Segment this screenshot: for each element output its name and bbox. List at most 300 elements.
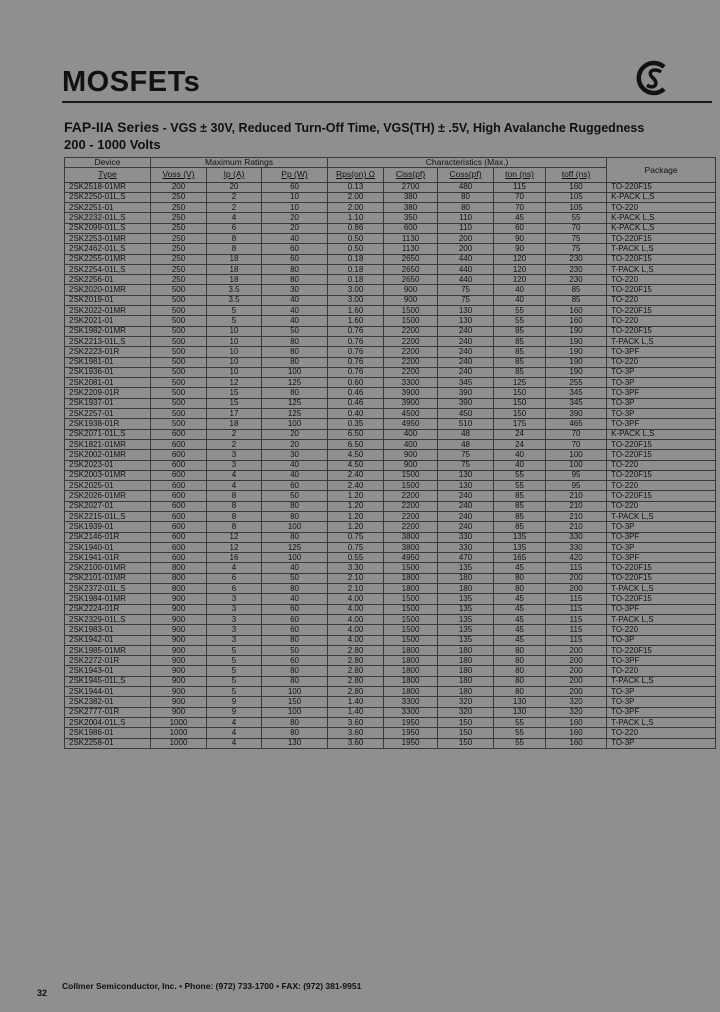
toff-value: 95 [546, 481, 607, 491]
rds-on-value: 2.80 [328, 656, 384, 666]
ciss-value: 3900 [384, 388, 438, 398]
ciss-value: 1500 [384, 316, 438, 326]
vdss-value: 900 [151, 645, 207, 655]
pd-value: 40 [262, 460, 328, 470]
coss-value: 110 [438, 213, 494, 223]
table-row [65, 398, 716, 408]
toff-value: 115 [546, 563, 607, 573]
ton-value: 24 [494, 429, 546, 439]
rds-on-value: 3.60 [328, 728, 384, 738]
coss-value: 150 [438, 717, 494, 727]
ciss-value: 4950 [384, 419, 438, 429]
device-type: 2SK2209-01R [65, 388, 151, 398]
device-type: 2SK2251-01 [65, 203, 151, 213]
table-row [65, 182, 716, 192]
ton-value: 80 [494, 645, 546, 655]
ciss-value: 1950 [384, 717, 438, 727]
toff-value: 100 [546, 450, 607, 460]
toff-value: 115 [546, 614, 607, 624]
ton-value: 40 [494, 460, 546, 470]
toff-value: 55 [546, 213, 607, 223]
package-value: T-PACK L,S [607, 614, 716, 624]
table-row [65, 717, 716, 727]
id-value: 15 [207, 398, 262, 408]
package-value: TO-220F15 [607, 491, 716, 501]
ciss-value: 900 [384, 450, 438, 460]
ciss-value: 2650 [384, 264, 438, 274]
table-row [65, 481, 716, 491]
ciss-value: 1950 [384, 738, 438, 748]
pd-value: 10 [262, 192, 328, 202]
rds-on-value: 2.80 [328, 666, 384, 676]
ton-value: 55 [494, 470, 546, 480]
toff-value: 85 [546, 285, 607, 295]
toff-value: 200 [546, 687, 607, 697]
device-type: 2SK2002-01MR [65, 450, 151, 460]
coss-value: 48 [438, 439, 494, 449]
toff-value: 230 [546, 264, 607, 274]
table-row [65, 676, 716, 686]
table-row [65, 233, 716, 243]
table-row [65, 316, 716, 326]
vdss-value: 200 [151, 182, 207, 192]
voltage-range: 200 - 1000 Volts [64, 137, 161, 152]
package-value: TO-220F15 [607, 594, 716, 604]
package-value: TO-220 [607, 481, 716, 491]
ciss-value: 1500 [384, 470, 438, 480]
pd-value: 50 [262, 491, 328, 501]
coss-value: 180 [438, 573, 494, 583]
device-type: 2SK2258-01 [65, 738, 151, 748]
device-group-header: Device [65, 158, 151, 168]
toff-value: 105 [546, 192, 607, 202]
package-value: TO-220F15 [607, 439, 716, 449]
ciss-value: 2200 [384, 501, 438, 511]
ciss-value: 2200 [384, 336, 438, 346]
ton-value: 24 [494, 439, 546, 449]
ton-value: 85 [494, 512, 546, 522]
vdss-value: 250 [151, 203, 207, 213]
toff-value: 105 [546, 203, 607, 213]
ton-value: 70 [494, 192, 546, 202]
rds-on-value: 3.60 [328, 738, 384, 748]
device-type: 2SK2255-01MR [65, 254, 151, 264]
ciss-value: 3800 [384, 542, 438, 552]
package-value: TO-220F15 [607, 233, 716, 243]
vdss-value: 500 [151, 347, 207, 357]
coss-value: 180 [438, 676, 494, 686]
column-header: Pp (W) [262, 167, 328, 182]
toff-value: 210 [546, 512, 607, 522]
mosfet-spec-table [64, 157, 716, 749]
ton-value: 130 [494, 707, 546, 717]
table-row [65, 254, 716, 264]
coss-value: 180 [438, 666, 494, 676]
coss-value: 135 [438, 614, 494, 624]
id-value: 5 [207, 645, 262, 655]
table-row [65, 347, 716, 357]
rds-on-value: 4.00 [328, 635, 384, 645]
pd-value: 20 [262, 439, 328, 449]
package-value: TO-220F15 [607, 306, 716, 316]
pd-value: 40 [262, 563, 328, 573]
vdss-value: 900 [151, 614, 207, 624]
package-value: TO-220 [607, 666, 716, 676]
pd-value: 100 [262, 707, 328, 717]
rds-on-value: 6.50 [328, 429, 384, 439]
table-row [65, 707, 716, 717]
toff-value: 70 [546, 439, 607, 449]
device-type: 2SK2027-01 [65, 501, 151, 511]
package-value: TO-3PF [607, 532, 716, 542]
id-value: 4 [207, 738, 262, 748]
vdss-value: 250 [151, 244, 207, 254]
rds-on-value: 1.20 [328, 491, 384, 501]
ton-value: 165 [494, 553, 546, 563]
coss-value: 440 [438, 254, 494, 264]
package-value: K-PACK L,S [607, 213, 716, 223]
package-value: TO-220F15 [607, 645, 716, 655]
id-value: 6 [207, 584, 262, 594]
coss-value: 440 [438, 264, 494, 274]
ton-value: 80 [494, 676, 546, 686]
id-value: 3 [207, 604, 262, 614]
pd-value: 60 [262, 604, 328, 614]
column-header: Coss(pf) [438, 167, 494, 182]
page-number: 32 [37, 988, 48, 998]
package-value: T-PACK L,S [607, 676, 716, 686]
id-value: 17 [207, 409, 262, 419]
toff-value: 75 [546, 244, 607, 254]
vdss-value: 250 [151, 264, 207, 274]
ciss-value: 3300 [384, 697, 438, 707]
package-value: TO-3PF [607, 347, 716, 357]
id-value: 3 [207, 635, 262, 645]
vdss-value: 900 [151, 625, 207, 635]
rds-on-value: 2.40 [328, 481, 384, 491]
ciss-value: 1500 [384, 563, 438, 573]
vdss-value: 500 [151, 388, 207, 398]
device-type: 2SK1941-01R [65, 553, 151, 563]
coss-value: 330 [438, 542, 494, 552]
table-row [65, 738, 716, 748]
rds-on-value: 0.75 [328, 532, 384, 542]
ciss-value: 1500 [384, 614, 438, 624]
toff-value: 255 [546, 378, 607, 388]
rds-on-value: 1.20 [328, 501, 384, 511]
pd-value: 80 [262, 501, 328, 511]
toff-value: 200 [546, 656, 607, 666]
id-value: 18 [207, 254, 262, 264]
rds-on-value: 0.76 [328, 357, 384, 367]
device-type: 2SK2232-01L,S [65, 213, 151, 223]
ton-value: 45 [494, 604, 546, 614]
rds-on-value: 4.00 [328, 614, 384, 624]
toff-value: 160 [546, 182, 607, 192]
toff-value: 420 [546, 553, 607, 563]
vdss-value: 250 [151, 192, 207, 202]
coss-value: 130 [438, 481, 494, 491]
coss-value: 180 [438, 645, 494, 655]
coss-value: 75 [438, 450, 494, 460]
package-value: TO-220 [607, 203, 716, 213]
ton-value: 45 [494, 614, 546, 624]
coss-value: 450 [438, 409, 494, 419]
device-type: 2SK2372-01L,S [65, 584, 151, 594]
package-value: K-PACK L,S [607, 429, 716, 439]
rds-on-value: 0.13 [328, 182, 384, 192]
company-logo-icon [634, 58, 674, 98]
rds-on-value: 2.00 [328, 192, 384, 202]
coss-value: 345 [438, 378, 494, 388]
toff-value: 115 [546, 594, 607, 604]
package-value: TO-3P [607, 542, 716, 552]
package-value: K-PACK L,S [607, 223, 716, 233]
device-type: 2SK2250-01L,S [65, 192, 151, 202]
coss-value: 470 [438, 553, 494, 563]
toff-value: 320 [546, 707, 607, 717]
id-value: 3 [207, 594, 262, 604]
device-type: 2SK2224-01R [65, 604, 151, 614]
pd-value: 60 [262, 481, 328, 491]
device-type: 2SK2099-01L,S [65, 223, 151, 233]
package-value: TO-220 [607, 501, 716, 511]
coss-value: 135 [438, 635, 494, 645]
ton-value: 55 [494, 306, 546, 316]
id-value: 4 [207, 728, 262, 738]
vdss-value: 600 [151, 553, 207, 563]
coss-value: 75 [438, 295, 494, 305]
table-row [65, 491, 716, 501]
table-row [65, 264, 716, 274]
rds-on-value: 2.10 [328, 573, 384, 583]
package-value: TO-220F15 [607, 563, 716, 573]
id-value: 20 [207, 182, 262, 192]
ciss-value: 3800 [384, 532, 438, 542]
ton-value: 150 [494, 409, 546, 419]
ton-value: 150 [494, 398, 546, 408]
id-value: 4 [207, 563, 262, 573]
toff-value: 230 [546, 254, 607, 264]
vdss-value: 900 [151, 635, 207, 645]
vdss-value: 500 [151, 357, 207, 367]
id-value: 3 [207, 625, 262, 635]
ton-value: 45 [494, 625, 546, 635]
pd-value: 80 [262, 264, 328, 274]
vdss-value: 250 [151, 213, 207, 223]
pd-value: 60 [262, 254, 328, 264]
vdss-value: 1000 [151, 717, 207, 727]
rds-on-value: 0.76 [328, 336, 384, 346]
package-value: TO-3P [607, 367, 716, 377]
ton-value: 85 [494, 522, 546, 532]
package-value: T-PACK L,S [607, 717, 716, 727]
table-row [65, 429, 716, 439]
device-type: 2SK2023-01 [65, 460, 151, 470]
package-value: TO-3PF [607, 419, 716, 429]
coss-value: 135 [438, 594, 494, 604]
vdss-value: 1000 [151, 738, 207, 748]
device-type: 2SK1942-01 [65, 635, 151, 645]
toff-value: 70 [546, 223, 607, 233]
id-value: 18 [207, 275, 262, 285]
pd-value: 20 [262, 429, 328, 439]
coss-value: 75 [438, 460, 494, 470]
column-header: Rps(on) Ω [328, 167, 384, 182]
toff-value: 85 [546, 295, 607, 305]
table-row [65, 687, 716, 697]
coss-value: 320 [438, 697, 494, 707]
rds-on-value: 2.00 [328, 203, 384, 213]
pd-value: 80 [262, 388, 328, 398]
ciss-value: 1500 [384, 625, 438, 635]
ciss-value: 1500 [384, 306, 438, 316]
ciss-value: 600 [384, 223, 438, 233]
vdss-value: 900 [151, 666, 207, 676]
vdss-value: 500 [151, 378, 207, 388]
package-header: Package [607, 158, 716, 183]
ton-value: 80 [494, 584, 546, 594]
package-value: TO-220 [607, 275, 716, 285]
id-value: 2 [207, 192, 262, 202]
package-value: TO-3PF [607, 604, 716, 614]
rds-on-value: 1.40 [328, 697, 384, 707]
rds-on-value: 2.10 [328, 584, 384, 594]
package-value: TO-220 [607, 625, 716, 635]
ton-value: 55 [494, 728, 546, 738]
device-type: 2SK1939-01 [65, 522, 151, 532]
column-header: toff (ns) [546, 167, 607, 182]
pd-value: 10 [262, 203, 328, 213]
id-value: 5 [207, 316, 262, 326]
vdss-value: 900 [151, 656, 207, 666]
table-row [65, 378, 716, 388]
pd-value: 50 [262, 326, 328, 336]
coss-value: 200 [438, 233, 494, 243]
table-row [65, 532, 716, 542]
package-value: TO-3P [607, 687, 716, 697]
ton-value: 135 [494, 542, 546, 552]
package-value: TO-220F15 [607, 573, 716, 583]
toff-value: 190 [546, 347, 607, 357]
rds-on-value: 4.50 [328, 450, 384, 460]
ciss-value: 1800 [384, 645, 438, 655]
ton-value: 150 [494, 388, 546, 398]
device-type: 2SK1944-01 [65, 687, 151, 697]
table-row [65, 306, 716, 316]
coss-value: 240 [438, 347, 494, 357]
rds-on-value: 0.75 [328, 542, 384, 552]
vdss-value: 500 [151, 316, 207, 326]
device-type: 2SK2021-01 [65, 316, 151, 326]
toff-value: 70 [546, 429, 607, 439]
pd-value: 20 [262, 213, 328, 223]
pd-value: 80 [262, 584, 328, 594]
table-row [65, 666, 716, 676]
table-row [65, 656, 716, 666]
device-type: 2SK2777-01R [65, 707, 151, 717]
coss-value: 240 [438, 336, 494, 346]
ciss-value: 350 [384, 213, 438, 223]
vdss-value: 600 [151, 450, 207, 460]
id-value: 6 [207, 573, 262, 583]
coss-value: 180 [438, 656, 494, 666]
ton-value: 55 [494, 481, 546, 491]
ciss-value: 1950 [384, 728, 438, 738]
package-value: TO-220F15 [607, 470, 716, 480]
table-row [65, 388, 716, 398]
table-row [65, 244, 716, 254]
ciss-value: 2650 [384, 254, 438, 264]
coss-value: 130 [438, 316, 494, 326]
id-value: 8 [207, 233, 262, 243]
pd-value: 30 [262, 450, 328, 460]
rds-on-value: 0.76 [328, 367, 384, 377]
rds-on-value: 0.18 [328, 275, 384, 285]
ciss-value: 400 [384, 429, 438, 439]
column-header: Ip (A) [207, 167, 262, 182]
table-body [65, 182, 716, 748]
table-row [65, 367, 716, 377]
toff-value: 160 [546, 717, 607, 727]
rds-on-value: 0.46 [328, 398, 384, 408]
device-type: 2SK1938-01R [65, 419, 151, 429]
ton-value: 55 [494, 717, 546, 727]
ton-value: 120 [494, 275, 546, 285]
coss-value: 240 [438, 357, 494, 367]
coss-value: 130 [438, 470, 494, 480]
ton-value: 40 [494, 450, 546, 460]
series-subtitle [64, 119, 644, 135]
package-value: TO-3PF [607, 388, 716, 398]
device-type: 2SK2215-01L,S [65, 512, 151, 522]
coss-value: 135 [438, 604, 494, 614]
pd-value: 80 [262, 357, 328, 367]
ton-value: 90 [494, 233, 546, 243]
device-type: 2SK2518-01MR [65, 182, 151, 192]
id-value: 5 [207, 687, 262, 697]
package-value: TO-220F15 [607, 285, 716, 295]
pd-value: 125 [262, 398, 328, 408]
coss-value: 80 [438, 192, 494, 202]
ciss-value: 2200 [384, 522, 438, 532]
table-row [65, 450, 716, 460]
pd-value: 60 [262, 244, 328, 254]
ton-value: 85 [494, 367, 546, 377]
pd-value: 80 [262, 512, 328, 522]
table-row [65, 573, 716, 583]
id-value: 5 [207, 306, 262, 316]
ton-value: 40 [494, 295, 546, 305]
vdss-value: 600 [151, 501, 207, 511]
ciss-value: 1500 [384, 594, 438, 604]
coss-value: 390 [438, 398, 494, 408]
rds-on-value: 3.00 [328, 295, 384, 305]
rds-on-value: 0.50 [328, 244, 384, 254]
table-row [65, 336, 716, 346]
table-row [65, 439, 716, 449]
table-row [65, 614, 716, 624]
ciss-value: 1500 [384, 604, 438, 614]
coss-value: 240 [438, 367, 494, 377]
table-row [65, 635, 716, 645]
vdss-value: 250 [151, 275, 207, 285]
toff-value: 160 [546, 728, 607, 738]
package-value: T-PACK L,S [607, 244, 716, 254]
column-header: ton (ns) [494, 167, 546, 182]
vdss-value: 800 [151, 573, 207, 583]
characteristics-group-header: Characteristics (Max.) [328, 158, 607, 168]
